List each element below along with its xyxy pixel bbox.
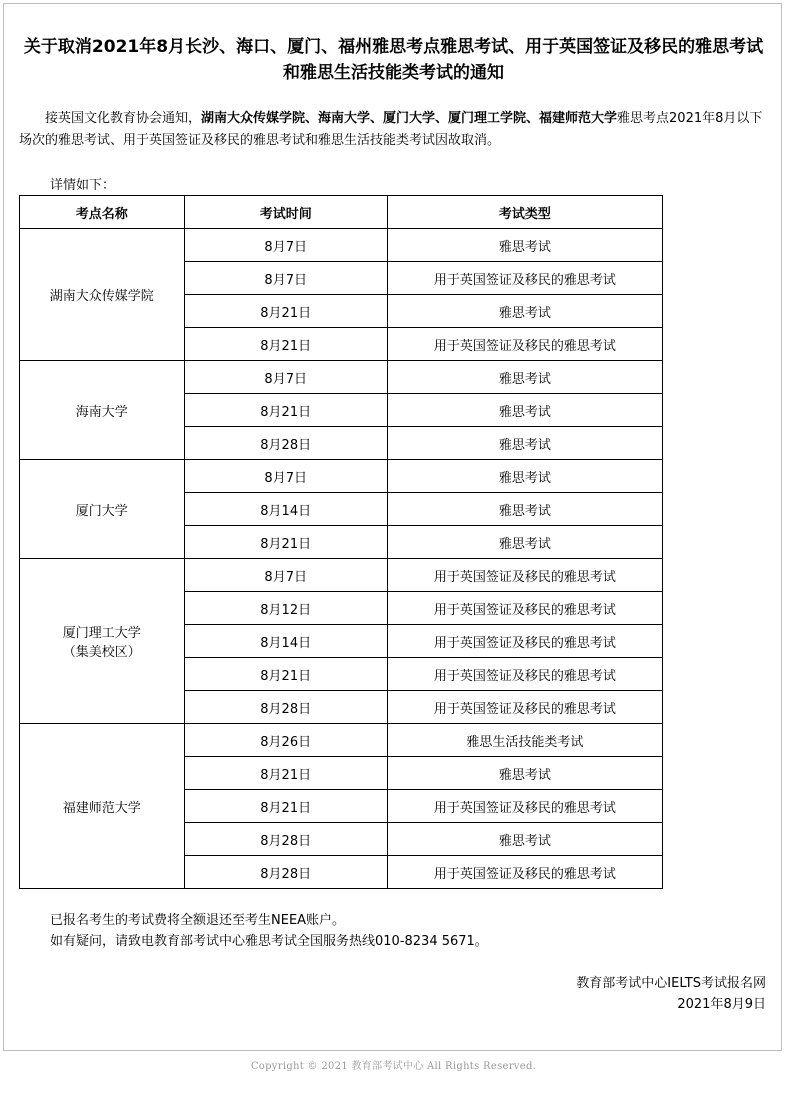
exam-type-cell: 雅思考试 (387, 757, 662, 790)
exam-date-cell: 8月21日 (184, 526, 387, 559)
exam-date-cell: 8月14日 (184, 493, 387, 526)
table-header-row (20, 196, 663, 229)
center-name: 厦门理工大学 (62, 626, 141, 641)
intro-prefix: 接英国文化教育协会通知， (45, 111, 202, 126)
exam-type-cell: 雅思考试 (387, 493, 662, 526)
signature-date: 2021年8月9日 (677, 997, 766, 1012)
table-row (20, 559, 663, 592)
center-name-cell (20, 229, 185, 361)
exam-date-cell: 8月26日 (184, 724, 387, 757)
table-row (20, 229, 663, 262)
note-hotline: 如有疑问，请致电教育部考试中心雅思考试全国服务热线010-8234 5671。 (50, 934, 488, 949)
exam-date-cell: 8月7日 (184, 262, 387, 295)
exam-date-cell: 8月14日 (184, 625, 387, 658)
header-center: 考点名称 (20, 196, 185, 229)
exam-type-cell: 雅思考试 (387, 229, 662, 262)
exam-date-cell: 8月21日 (184, 658, 387, 691)
table-row (20, 460, 663, 493)
exam-type-cell: 用于英国签证及移民的雅思考试 (387, 328, 662, 361)
signature-org: 教育部考试中心IELTS考试报名网 (576, 976, 766, 991)
table-body (20, 229, 663, 889)
exam-type-cell: 雅思考试 (387, 460, 662, 493)
center-name: 海南大学 (75, 404, 128, 420)
exam-date-cell: 8月28日 (184, 427, 387, 460)
center-name: 福建师范大学 (62, 800, 141, 816)
exam-date-cell: 8月12日 (184, 592, 387, 625)
exam-date-cell: 8月7日 (184, 361, 387, 394)
table-row (20, 724, 663, 757)
exam-date-cell: 8月28日 (184, 823, 387, 856)
exam-type-cell: 雅思考试 (387, 427, 662, 460)
copyright-footer: Copyright © 2021 教育部考试中心 All Rights Reserved. (250, 1061, 537, 1072)
details-label: 详情如下： (50, 178, 116, 193)
exam-date-cell: 8月21日 (184, 394, 387, 427)
exam-date-cell: 8月21日 (184, 757, 387, 790)
header-type: 考试类型 (387, 196, 662, 229)
exam-type-cell: 用于英国签证及移民的雅思考试 (387, 790, 662, 823)
exam-type-cell: 雅思考试 (387, 526, 662, 559)
exam-date-cell: 8月7日 (184, 460, 387, 493)
exam-date-cell: 8月21日 (184, 328, 387, 361)
center-name-cell (20, 724, 185, 889)
table-row (20, 361, 663, 394)
header-date: 考试时间 (184, 196, 387, 229)
intro-suffix: 雅思考点2021年8月以下场次的雅思考试、用于英国签证及移民的雅思考试和雅思生活技能类考试因故取消。 (19, 111, 763, 148)
exam-date-cell: 8月28日 (184, 691, 387, 724)
center-name: 厦门大学 (75, 503, 128, 519)
exam-type-cell: 用于英国签证及移民的雅思考试 (387, 625, 662, 658)
notes (50, 910, 488, 952)
exam-type-cell: 用于英国签证及移民的雅思考试 (387, 592, 662, 625)
center-name-cell (20, 361, 185, 460)
note-refund: 已报名考生的考试费将全额退还至考生NEEA账户。 (50, 913, 346, 928)
exam-type-cell: 雅思考试 (387, 361, 662, 394)
exam-date-cell: 8月21日 (184, 295, 387, 328)
schedule-table (19, 195, 663, 889)
intro-paragraph (19, 108, 774, 152)
signature (576, 973, 766, 1015)
exam-date-cell: 8月28日 (184, 856, 387, 889)
exam-type-cell: 用于英国签证及移民的雅思考试 (387, 262, 662, 295)
intro-centers: 湖南大众传媒学院、海南大学、厦门大学、厦门理工学院、福建师范大学 (201, 111, 618, 126)
exam-date-cell: 8月21日 (184, 790, 387, 823)
exam-type-cell: 用于英国签证及移民的雅思考试 (387, 691, 662, 724)
exam-date-cell: 8月7日 (184, 559, 387, 592)
center-subname: （集美校区） (62, 645, 141, 660)
exam-type-cell: 雅思考试 (387, 823, 662, 856)
exam-type-cell: 用于英国签证及移民的雅思考试 (387, 658, 662, 691)
center-name-cell (20, 460, 185, 559)
center-name-cell (20, 559, 185, 724)
exam-type-cell: 雅思生活技能类考试 (387, 724, 662, 757)
exam-type-cell: 雅思考试 (387, 295, 662, 328)
exam-date-cell: 8月7日 (184, 229, 387, 262)
exam-type-cell: 用于英国签证及移民的雅思考试 (387, 559, 662, 592)
exam-type-cell: 雅思考试 (387, 394, 662, 427)
center-name: 湖南大众传媒学院 (49, 289, 154, 304)
exam-type-cell: 用于英国签证及移民的雅思考试 (387, 856, 662, 889)
page-title: 关于取消2021年8月长沙、海口、厦门、福州雅思考点雅思考试、用于英国签证及移民的雅思考试和雅思生活技能类考试的通知 (23, 37, 764, 83)
